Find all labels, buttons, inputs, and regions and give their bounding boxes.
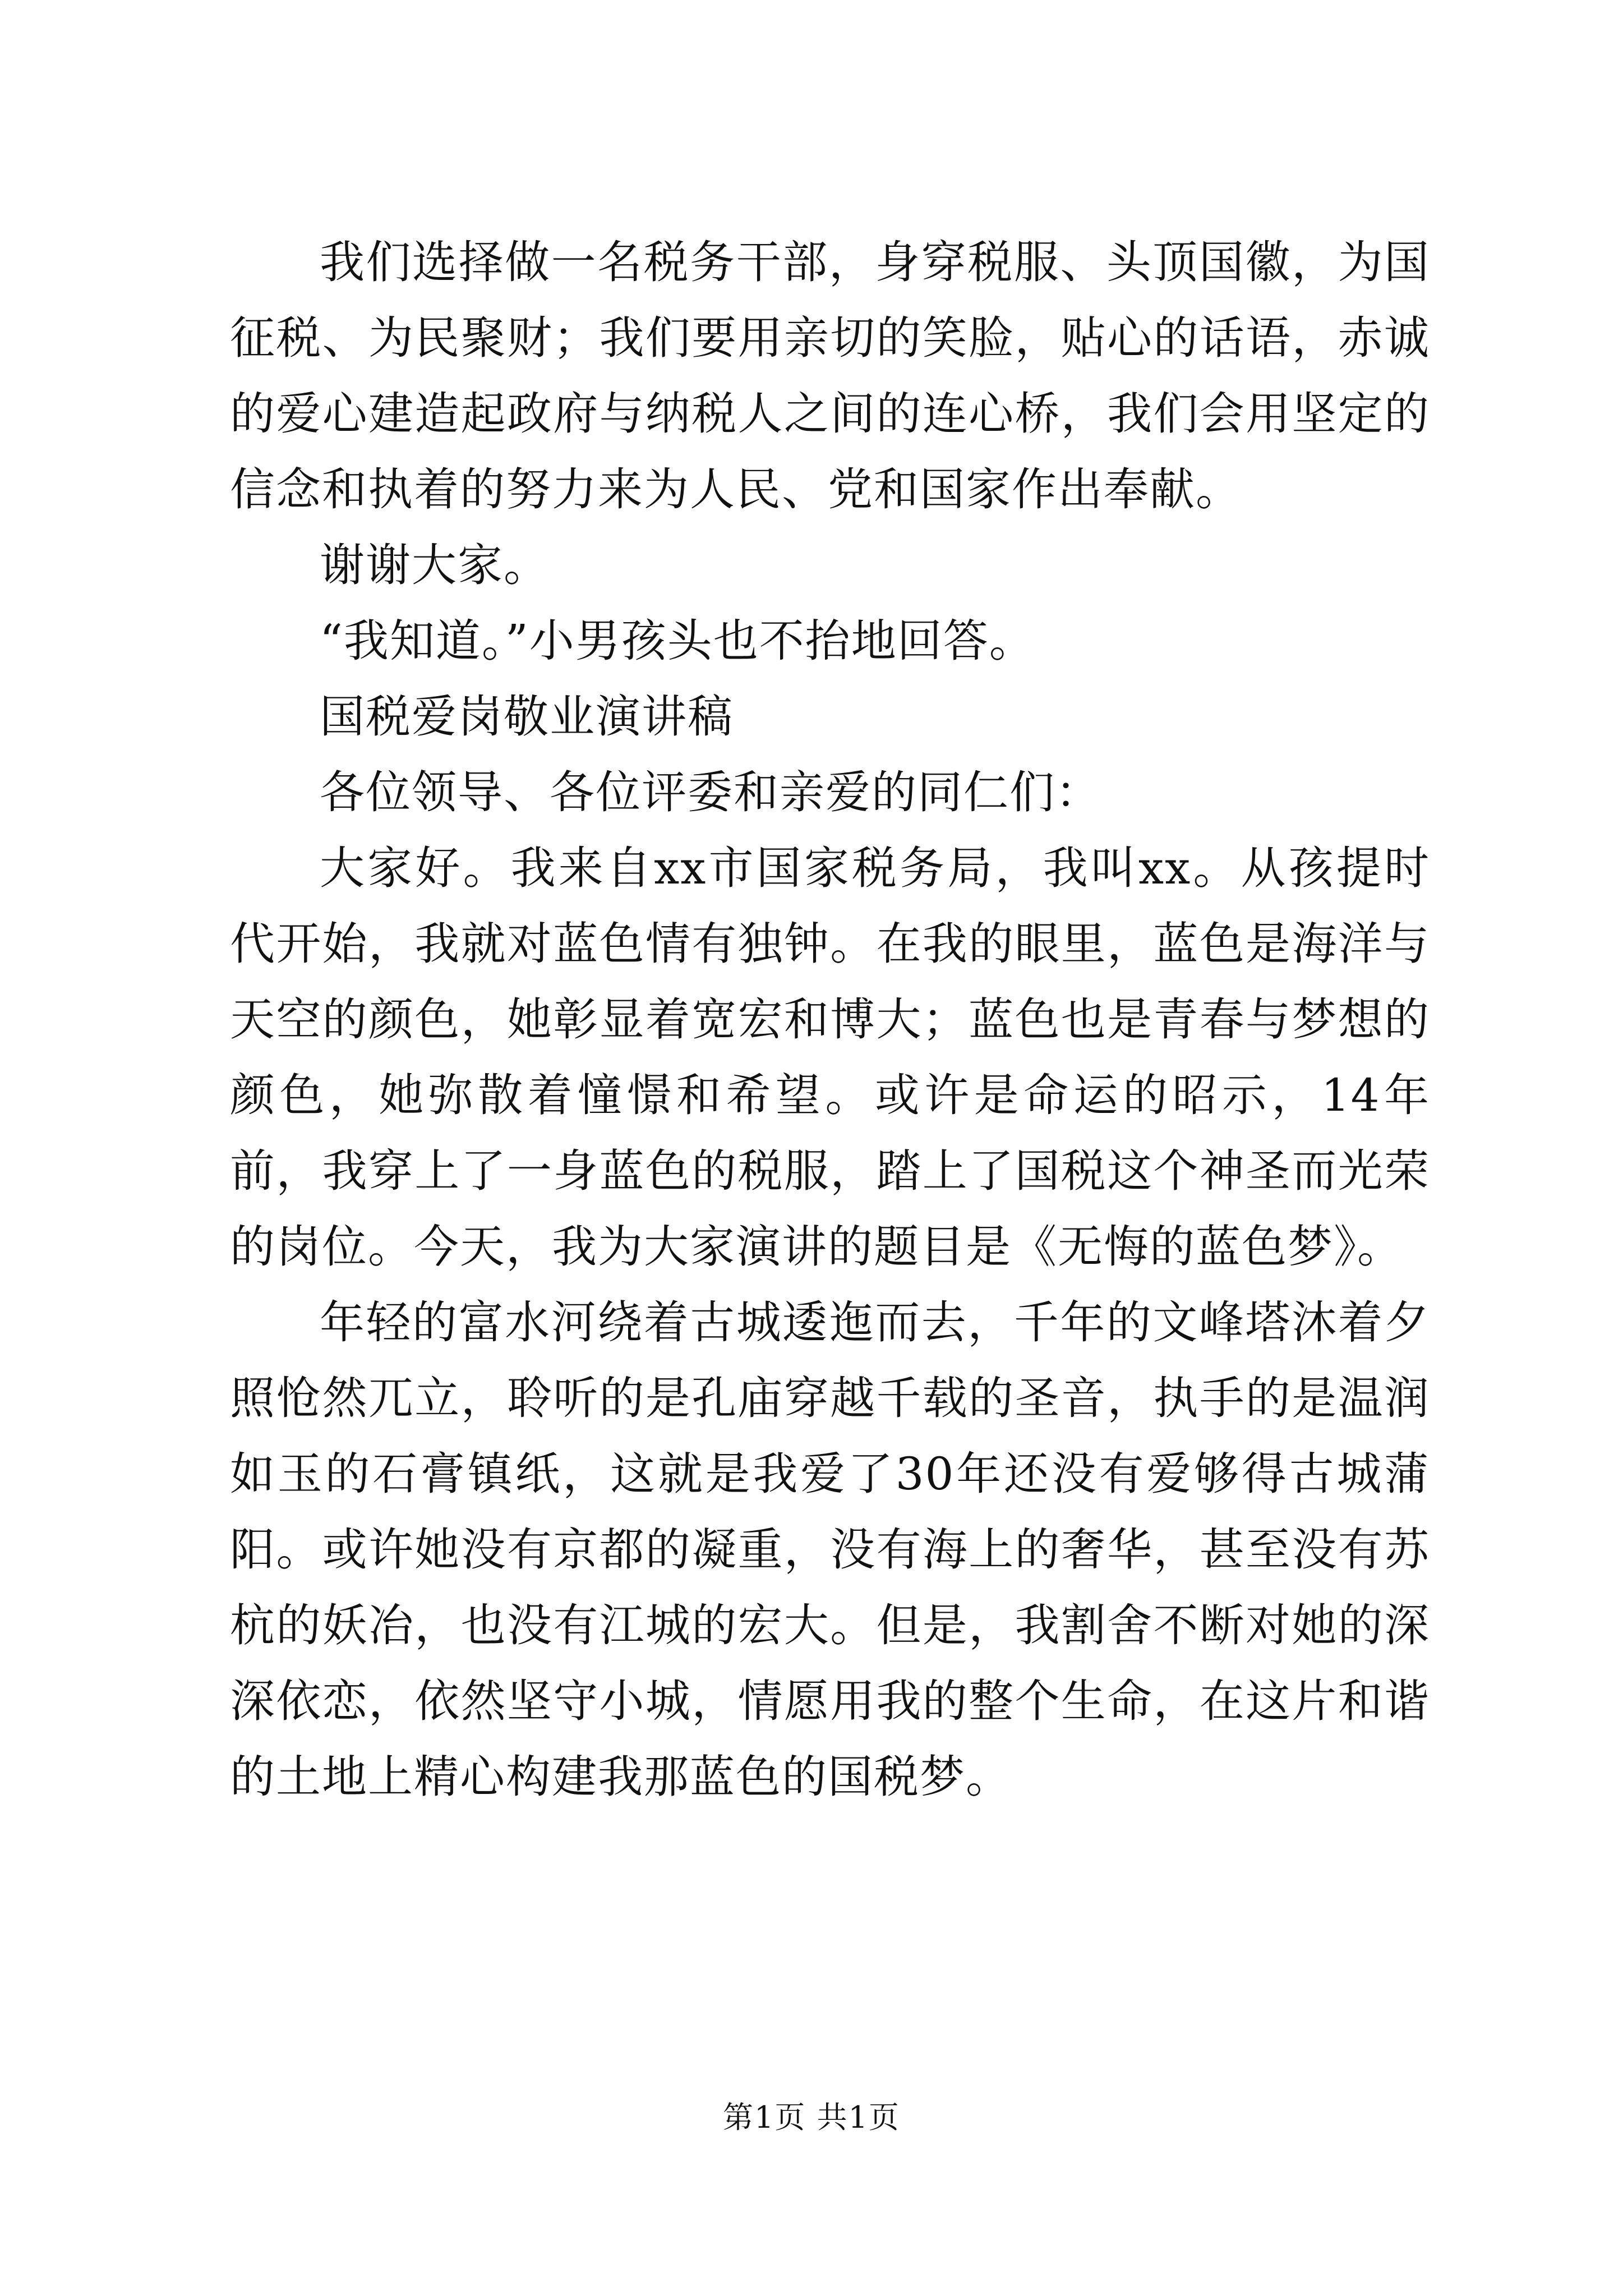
page-number: 第1页 共1页 — [723, 2100, 900, 2135]
document-body — [230, 224, 1430, 1815]
paragraph-introduction: 大家好。我来自xx市国家税务局，我叫xx。从孩提时代开始，我就对蓝色情有独钟。在我的眼里，蓝色是海洋与天空的颜色，她彰显着宽宏和博大；蓝色也是青春与梦想的颜色，她弥散着憧憬和希望。或许是命运的昭示，14年前，我穿上了一身蓝色的税服，踏上了国税这个神圣而光荣的岗位。今天，我为大家演讲的题目是《无悔的蓝色梦》。 — [230, 842, 1430, 1273]
paragraph-closing-dedication: 我们选择做一名税务干部，身穿税服、头顶国徽，为国征税、为民聚财；我们要用亲切的笑脸，贴心的话语，赤诚的爱心建造起政府与纳税人之间的连心桥，我们会用坚定的信念和执着的努力来为人民、党和国家作出奉献。 — [230, 236, 1430, 516]
salutation: 各位领导、各位评委和亲爱的同仁们： — [320, 766, 1101, 818]
paragraph-thanks: 谢谢大家。 — [320, 539, 550, 591]
speech-title: 国税爱岗敬业演讲稿 — [320, 691, 734, 743]
paragraph-hometown: 年轻的富水河绕着古城逶迤而去，千年的文峰塔沐着夕照怆然兀立，聆听的是孔庙穿越千载的圣音，执手的是温润如玉的石膏镇纸，这就是我爱了30年还没有爱够得古城蒲阳。或许她没有京都的凝重，没有海上的奢华，甚至没有苏杭的妖冶，也没有江城的宏大。但是，我割舍不断对她的深深依恋，依然坚守小城，情愿用我的整个生命，在这片和谐的土地上精心构建我那蓝色的国税梦。 — [230, 1296, 1430, 1803]
paragraph-boy-answer: “我知道。”小男孩头也不抬地回答。 — [320, 615, 1035, 667]
page-footer — [0, 2098, 1623, 2137]
